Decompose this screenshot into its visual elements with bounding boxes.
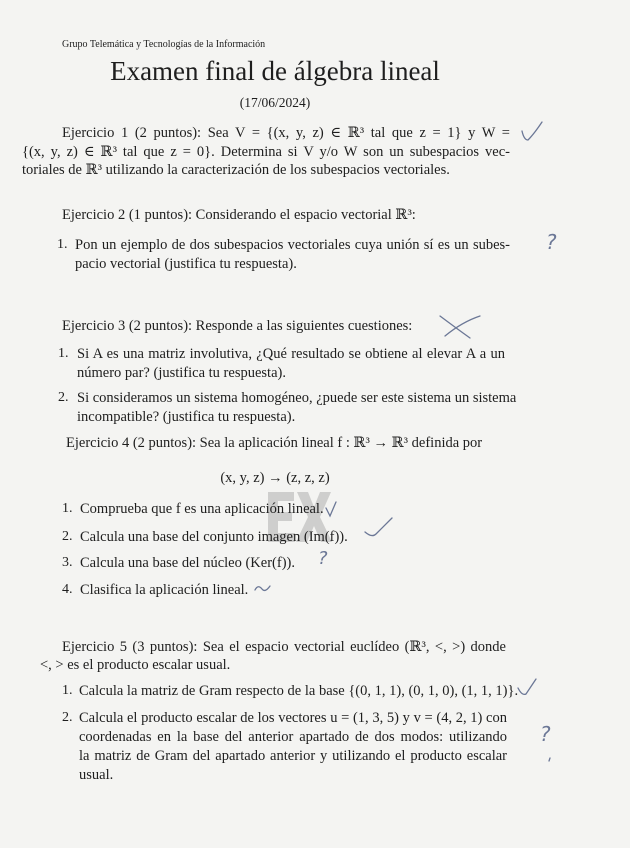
exercise-5-line: <, > es el producto escalar usual. bbox=[40, 657, 231, 673]
checkmark-annotation bbox=[522, 122, 542, 140]
item-line: Calcula el producto escalar de los vectores u = (1, 3, 5) y v = (4, 2, 1) con bbox=[79, 710, 507, 726]
exercise-1-line: toriales de ℝ³ utilizando la caracterización de los subespacios vectoriales. bbox=[22, 162, 450, 178]
exam-date: (17/06/2024) bbox=[239, 95, 311, 110]
item-number: 1. bbox=[57, 237, 68, 252]
item-number: 1. bbox=[58, 346, 69, 361]
item-line: Clasifica la aplicación lineal. bbox=[80, 582, 249, 598]
exercise-1-line: {(x, y, z) ∈ ℝ³ tal que z = 0}. Determina si V y/o W son un subespacios vec- bbox=[22, 144, 510, 160]
exercise-5-line: Ejercicio 5 (3 puntos): Sea el espacio vectorial euclídeo (ℝ³, <, >) donde bbox=[62, 639, 506, 655]
item-number: 2. bbox=[62, 710, 73, 725]
item-line: Calcula la matriz de Gram respecto de la base {(0, 1, 1), (0, 1, 0), (1, 1, 1)}. bbox=[79, 683, 519, 699]
tilde-annotation bbox=[255, 586, 270, 590]
item-line: número par? (justifica tu respuesta). bbox=[77, 365, 286, 381]
question-mark-annotation: ? bbox=[318, 548, 328, 569]
item-line: Pon un ejemplo de dos subespacios vectoriales cuya unión sí es un subes- bbox=[75, 237, 510, 253]
item-line: Si A es una matriz involutiva, ¿Qué resultado se obtiene al elevar A a un bbox=[77, 346, 505, 362]
cross-annotation bbox=[440, 316, 480, 338]
checkmark-annotation bbox=[365, 518, 392, 536]
item-line: usual. bbox=[79, 767, 114, 783]
dot-annotation bbox=[549, 758, 550, 761]
item-number: 4. bbox=[62, 582, 73, 597]
item-number: 1. bbox=[62, 501, 73, 516]
item-line: la matriz de Gram del apartado anterior y utilizando el producto escalar bbox=[79, 748, 507, 764]
item-line: Comprueba que f es una aplicación lineal. bbox=[80, 501, 324, 517]
item-line: coordenadas en la base del anterior apartado de dos modos: utilizando bbox=[79, 729, 507, 745]
item-number: 1. bbox=[62, 683, 73, 698]
item-line: Calcula una base del núcleo (Ker(f)). bbox=[80, 555, 295, 571]
institution-header: Grupo Telemática y Tecnologías de la Información bbox=[62, 39, 266, 50]
exercise-4-formula: (x, y, z) → (z, z, z) bbox=[220, 470, 330, 486]
checkmark-annotation bbox=[518, 679, 536, 694]
item-line: Calcula una base del conjunto imagen (Im(f)). bbox=[80, 529, 348, 545]
exercise-2-heading: Ejercicio 2 (1 puntos): Considerando el espacio vectorial ℝ³: bbox=[62, 207, 416, 223]
exercise-4-heading: Ejercicio 4 (2 puntos): Sea la aplicación lineal f : ℝ³ → ℝ³ definida por bbox=[66, 435, 483, 451]
question-mark-annotation: ? bbox=[546, 230, 557, 254]
exercise-1-line: Ejercicio 1 (2 puntos): Sea V = {(x, y, z) ∈ ℝ³ tal que z = 1} y W = bbox=[62, 125, 510, 141]
item-number: 3. bbox=[62, 555, 73, 570]
item-line: Si consideramos un sistema homogéneo, ¿puede ser este sistema un sistema bbox=[77, 390, 517, 406]
question-mark-annotation: ? bbox=[540, 722, 551, 746]
item-line: pacio vectorial (justifica tu respuesta). bbox=[75, 256, 297, 272]
exercise-3-heading: Ejercicio 3 (2 puntos): Responde a las siguientes cuestiones: bbox=[62, 318, 413, 334]
item-number: 2. bbox=[58, 390, 69, 405]
item-line: incompatible? (justifica tu respuesta). bbox=[77, 409, 296, 425]
exam-title: Examen final de álgebra lineal bbox=[110, 56, 440, 86]
item-number: 2. bbox=[62, 529, 73, 544]
